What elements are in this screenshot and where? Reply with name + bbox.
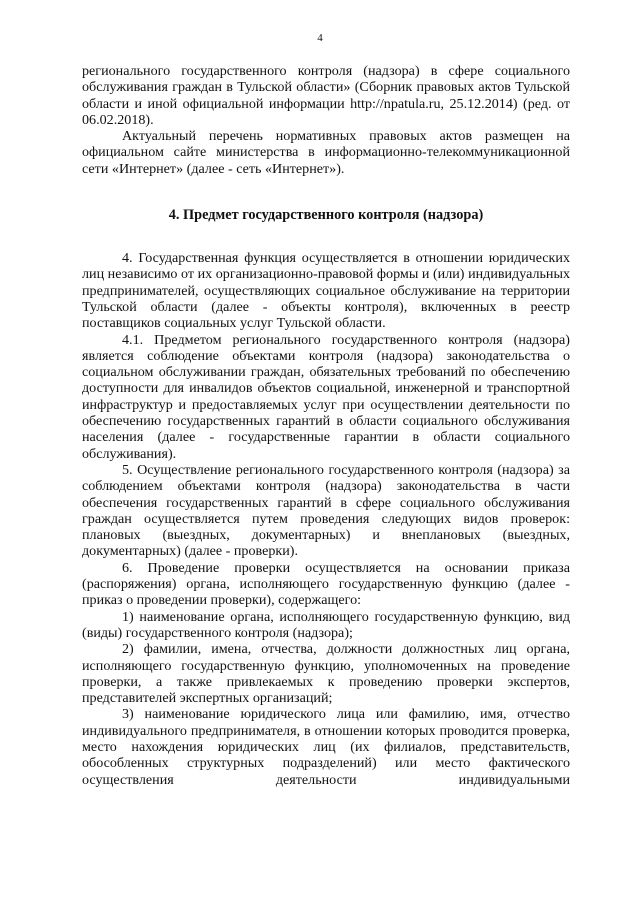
paragraph-legal-acts-list: Актуальный перечень нормативных правовых актов размещен на официальном сайте министерства в информационно-телекоммуникационной сети «Интернет» (далее - сеть «Интернет»). (82, 128, 570, 177)
paragraph-6-item-3: 3) наименование юридического лица или фамилию, имя, отчество индивидуального предпринимателя, в отношении которых проводится проверка, место нахождения юридических лиц (их филиалов, представительств, обособленных структурных подразделений) или место фактического осуществления деятельности индивидуальными (82, 706, 570, 788)
paragraph-6: 6. Проведение проверки осуществляется на основании приказа (распоряжения) органа, исполняющего государственную функцию (далее - приказ о проведении проверки), содержащего: (82, 559, 570, 609)
paragraph-legal-source-continuation: регионального государственного контроля (надзора) в сфере социального обслуживания граждан в Тульской области» (Сборник правовых актов Тульской области и иной официальной информации http://npatula.ru, 25.12.2014) (ред. от 06.02.2018). (82, 63, 570, 128)
page-number: 4 (317, 32, 323, 44)
document-body (82, 63, 570, 788)
paragraph-4: 4. Государственная функция осуществляется в отношении юридических лиц независимо от их организационно-правовой формы и (или) индивидуальных предпринимателей, осуществляющих социальное обслуживание на территории Тульской области (далее - объекты контроля), включенных в реестр поставщиков социальных услуг Тульской области. (82, 250, 570, 332)
section-heading: 4. Предмет государственного контроля (надзора) (168, 207, 484, 224)
paragraph-6-item-2: 2) фамилии, имена, отчества, должности должностных лиц органа, исполняющего государственную функцию, уполномоченных на проведение проверки, а также привлекаемых к проведению проверки экспертов, представителей экспертных организаций; (82, 641, 570, 707)
paragraph-5: 5. Осуществление регионального государственного контроля (надзора) за соблюдением объектами контроля (надзора) законодательства в части обеспечения государственных гарантий в сфере социального обслуживания граждан осуществляется путем проведения следующих видов проверок: плановых (выездных, документарных) и внеплановых (выездных, документарных) (далее - проверки). (82, 461, 570, 560)
paragraph-4-1: 4.1. Предметом регионального государственного контроля (надзора) является соблюдение объектами контроля (надзора) законодательства о социальном обслуживании граждан, обязательных требований по обеспечению доступности для инвалидов объектов социальной, инженерной и транспортной инфраструктур и предоставляемых услуг при осуществлении деятельности по обеспечению государственных гарантий в области социального обслуживания населения (далее - государственные гарантии в области социального обслуживания). (82, 331, 570, 462)
paragraph-6-item-1: 1) наименование органа, исполняющего государственную функцию, вид (виды) государственного контроля (надзора); (82, 608, 570, 641)
